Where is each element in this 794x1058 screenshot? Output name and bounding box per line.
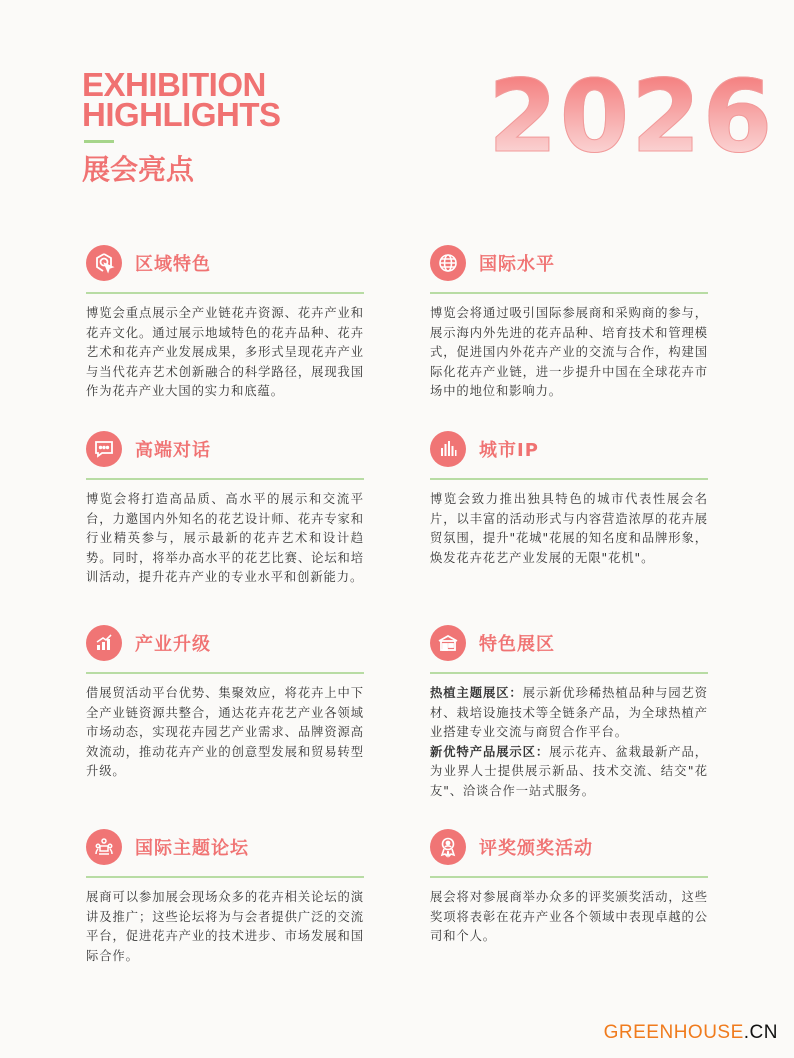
section-divider (430, 876, 708, 878)
section-body: 博览会将打造高品质、高水平的展示和交流平台，力邀国内外知名的花艺设计师、花卉专家和行业精英参与，展示最新的花卉艺术和设计趋势。同时，将举办高水平的花艺比赛、论坛和培训活动，提升花卉产业的专业水平和创新能力。 (86, 492, 364, 585)
logo-suffix-text: .CN (743, 1022, 778, 1043)
section-international-forum (86, 828, 364, 966)
section-divider (86, 478, 364, 480)
section-body: 展商可以参加展会现场众多的花卉相关论坛的演讲及推广；这些论坛将为与会者提供广泛的交流平台，促进花卉产业的技术进步、市场发展和国际合作。 (86, 890, 364, 963)
globe-icon (430, 245, 466, 281)
award-medal-icon (430, 829, 466, 865)
title-line-1: EXHIBITION (82, 66, 266, 103)
zone-item (430, 684, 708, 743)
section-divider (430, 478, 708, 480)
section-featured-zones (430, 624, 708, 802)
section-industry-upgrade (86, 624, 364, 782)
zone-text: 展示新优珍稀热植品种与园艺资材、栽培设施技术等全链条产品，为全球热植产业搭建专业交流与商贸合作平台。 (430, 686, 708, 740)
section-body: 博览会将通过吸引国际参展商和采购商的参与，展示海内外先进的花卉品种、培育技术和管理模式，促进国内外花卉产业的交流与合作，构建国际化花卉产业链，进一步提升中国在全球花卉市场中的地位和影响力。 (430, 306, 708, 399)
growth-chart-icon (86, 625, 122, 661)
section-awards (430, 828, 708, 947)
section-high-end-dialogue (86, 430, 364, 588)
section-divider (430, 292, 708, 294)
zone-text: 展示花卉、盆栽最新产品，为业界人士提供展示新品、技术交流、结交"花友"、洽谈合作一站式服务。 (430, 744, 708, 798)
greenhouse-logo (604, 1022, 778, 1044)
section-city-ip (430, 430, 708, 568)
section-title: 评奖颁奖活动 (479, 838, 593, 859)
city-skyline-icon (430, 431, 466, 467)
section-title: 产业升级 (135, 634, 211, 655)
forum-meeting-icon (86, 829, 122, 865)
section-body: 借展贸活动平台优势、集聚效应，将花卉上中下全产业链资源共整合，通达花卉花艺产业各领域市场动态，实现花卉园艺产业需求、品牌资源高效流动，推动花卉产业的创意型发展和贸易转型升级。 (86, 686, 364, 779)
section-title: 国际水平 (479, 254, 555, 275)
section-title: 特色展区 (479, 634, 555, 655)
chat-bubble-icon (86, 431, 122, 467)
english-title (82, 66, 281, 133)
section-body: 展会将对参展商举办众多的评奖颁奖活动，这些奖项将表彰在花卉产业各个领域中表现卓越的公司和个人。 (430, 890, 708, 944)
section-regional-features (86, 244, 364, 402)
section-international-level (430, 244, 708, 402)
section-divider (86, 876, 364, 878)
section-title: 高端对话 (135, 440, 211, 461)
zone-label: 新优特产品展示区： (430, 744, 550, 759)
section-title: 国际主题论坛 (135, 838, 249, 859)
logo-main-text: GREENHOUSE (603, 1022, 744, 1043)
zone-label: 热植主题展区： (430, 686, 523, 700)
section-divider (86, 672, 364, 674)
chinese-title: 展会亮点 (82, 153, 195, 186)
warehouse-icon (430, 625, 466, 661)
section-body: 博览会致力推出独具特色的城市代表性展会名片，以丰富的活动形式与内容营造浓厚的花卉展贸氛围，提升"花城"花展的知名度和品牌形象，焕发花卉花艺产业发展的无限"花机"。 (430, 492, 708, 565)
section-divider (430, 672, 708, 674)
year-display: 2026 (488, 58, 775, 175)
regional-target-icon (86, 245, 122, 281)
section-body: 博览会重点展示全产业链花卉资源、花卉产业和花卉文化。通过展示地域特色的花卉品种、花卉艺术和花卉产业发展成果，多形式呈现花卉产业与当代花卉艺术创新融合的科学路径，展现我国作为花卉产业大国的实力和底蕴。 (86, 306, 364, 399)
section-divider (86, 292, 364, 294)
title-line-2: HIGHLIGHTS (82, 96, 281, 133)
section-title: 区域特色 (135, 254, 211, 275)
section-title: 城市IP (479, 440, 539, 461)
zone-item (430, 743, 708, 802)
accent-divider (84, 140, 114, 143)
